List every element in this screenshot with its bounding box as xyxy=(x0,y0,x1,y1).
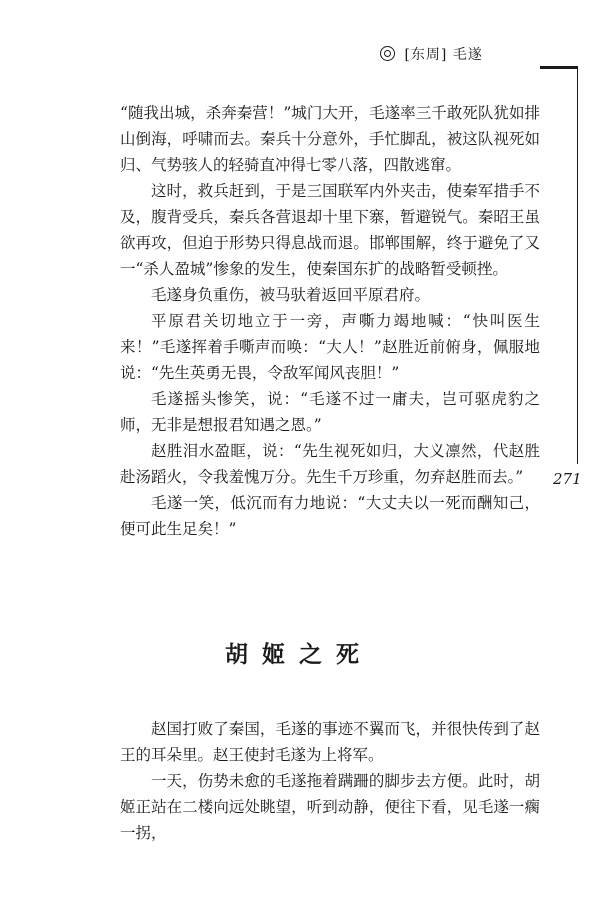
upper-text-block xyxy=(120,100,540,542)
paragraph: 赵胜泪水盈眶，说：“先生视死如归，大义凛然，代赵胜赴汤蹈火，令我羞愧万分。先生千万珍重，勿弃赵胜而去。” xyxy=(120,442,540,486)
paragraph: 平原君关切地立于一旁，声嘶力竭地喊：“快叫医生来！”毛遂挥着手嘶声而唤：“大人！”赵胜近前俯身，佩服地说：“先生英勇无畏，令敌军闻风丧胆！” xyxy=(120,312,540,382)
paragraph: 这时，救兵赶到，于是三国联军内外夹击，使秦军措手不及，腹背受兵，秦兵各营退却十里下寨，暂避锐气。秦昭王虽欲再攻，但迫于形势只得息战而退。邯郸围解，终于避免了又一“杀人盈城”惨象的发生，使秦国东扩的战略暂受顿挫。 xyxy=(120,182,540,278)
running-header xyxy=(380,44,483,64)
paragraph: “随我出城，杀奔秦营！”城门大开，毛遂率三千敢死队犹如排山倒海，呼啸而去。秦兵十分意外，手忙脚乱，被这队视死如归、气势骇人的轻骑直冲得七零八落，四散逃窜。 xyxy=(120,104,540,174)
paragraph: 毛遂摇头惨笑，说：“毛遂不过一庸夫，岂可驱虎豹之师，无非是想报君知遇之恩。” xyxy=(120,390,540,434)
chapter-title: 胡姬之死 xyxy=(225,641,373,668)
paragraph: 赵国打败了秦国，毛遂的事迹不翼而飞，并很快传到了赵王的耳朵里。赵王使封毛遂为上将军。 xyxy=(120,720,540,764)
running-title: [东周] 毛遂 xyxy=(404,47,483,63)
paragraph: 毛遂一笑，低沉而有力地说：“大丈夫以一死而酬知己，便可此生足矣！” xyxy=(120,494,540,538)
margin-rule xyxy=(577,66,578,464)
header-rule xyxy=(540,66,578,69)
lower-text-block xyxy=(120,716,540,846)
paragraph: 一天，伤势未愈的毛遂拖着蹒跚的脚步去方便。此时，胡姬正站在二楼向远处眺望，听到动静，便往下看，见毛遂一瘸一拐， xyxy=(120,772,540,842)
circle-ornament-icon xyxy=(380,46,395,61)
page-number: 271 xyxy=(553,470,582,488)
paragraph: 毛遂身负重伤，被马驮着返回平原君府。 xyxy=(151,286,431,304)
